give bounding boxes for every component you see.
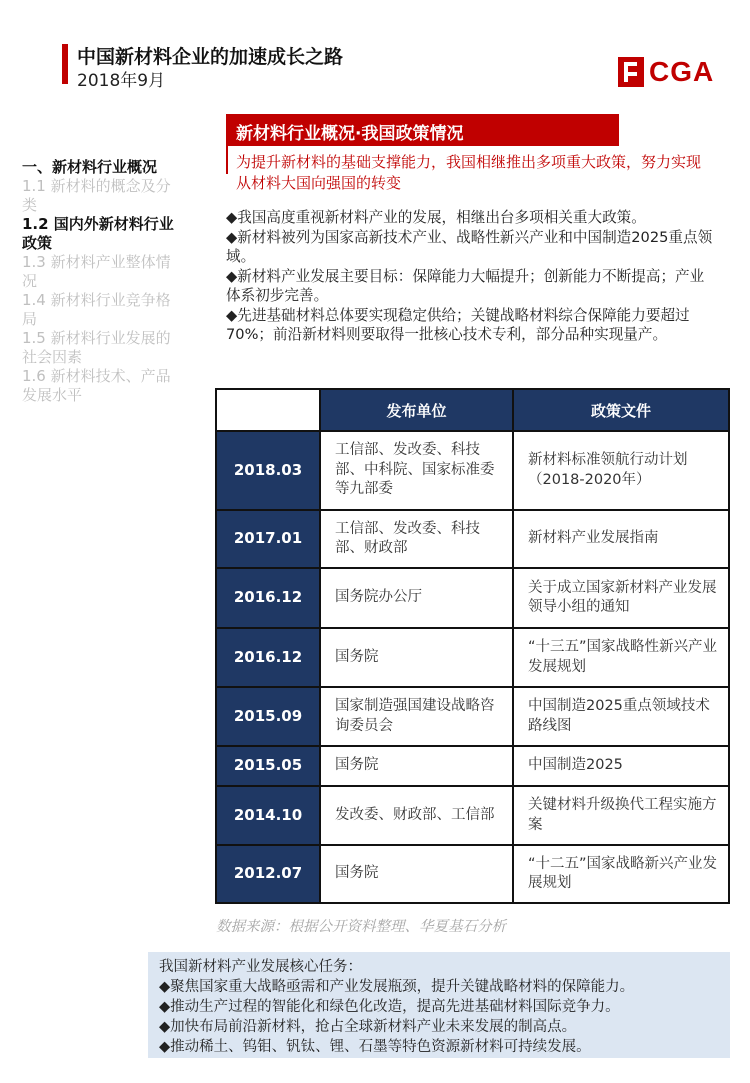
sidebar-item-industry[interactable]: 1.3 新材料产业整体情况 bbox=[22, 253, 171, 290]
row-date: 2012.07 bbox=[216, 845, 320, 903]
header-accent-bar bbox=[62, 44, 68, 84]
row-document: “十三五”国家战略性新兴产业发展规划 bbox=[513, 628, 729, 687]
page-date: 2018年9月 bbox=[77, 71, 166, 91]
table-row bbox=[216, 845, 729, 903]
bullet-item: ◆先进基础材料总体要实现稳定供给；关键战略材料综合保障能力要超过70%；前沿新材料则要取得一批核心技术专利，部分品种实现量产。 bbox=[226, 306, 690, 343]
bullet-item: ◆我国高度重视新材料产业的发展，相继出台多项相关重大政策。 bbox=[226, 209, 646, 226]
core-task-item: ◆聚焦国家重大战略亟需和产业发展瓶颈，提升关键战略材料的保障能力。 bbox=[159, 979, 635, 995]
page-title: 中国新材料企业的加速成长之路 bbox=[77, 46, 344, 68]
row-issuer: 发改委、财政部、工信部 bbox=[320, 786, 513, 845]
table-row bbox=[216, 786, 729, 845]
row-date: 2016.12 bbox=[216, 628, 320, 687]
row-date: 2015.05 bbox=[216, 746, 320, 786]
table-header-issuer: 发布单位 bbox=[320, 389, 513, 431]
policy-bullets bbox=[226, 208, 714, 345]
row-document: 中国制造2025重点领域技术路线图 bbox=[513, 687, 729, 746]
cga-logo bbox=[618, 56, 714, 88]
row-date: 2018.03 bbox=[216, 431, 320, 510]
core-tasks-title: 我国新材料产业发展核心任务： bbox=[159, 959, 362, 975]
row-issuer: 工信部、发改委、科技部、财政部 bbox=[320, 510, 513, 568]
row-document: 新材料标准领航行动计划（2018-2020年） bbox=[513, 431, 729, 510]
row-issuer: 国务院 bbox=[320, 628, 513, 687]
sidebar-item-overview[interactable]: 一、新材料行业概况 bbox=[22, 158, 158, 176]
section-subtitle: 为提升新材料的基础支撑能力，我国相继推出多项重大政策，努力实现从材料大国向强国的转变 bbox=[236, 153, 702, 192]
core-tasks-box bbox=[148, 952, 730, 1058]
row-date: 2015.09 bbox=[216, 687, 320, 746]
table-header-blank bbox=[216, 389, 320, 431]
table-row bbox=[216, 510, 729, 568]
sidebar-item-social-factors[interactable]: 1.5 新材料行业发展的社会因素 bbox=[22, 329, 171, 366]
data-source-note: 数据来源：根据公开资料整理、华夏基石分析 bbox=[216, 919, 506, 935]
row-document: 关于成立国家新材料产业发展领导小组的通知 bbox=[513, 568, 729, 628]
row-issuer: 国务院办公厅 bbox=[320, 568, 513, 628]
row-date: 2017.01 bbox=[216, 510, 320, 568]
sidebar-item-competition[interactable]: 1.4 新材料行业竞争格局 bbox=[22, 291, 171, 328]
sidebar-item-concept[interactable]: 1.1 新材料的概念及分类 bbox=[22, 177, 171, 214]
table-row bbox=[216, 431, 729, 510]
table-header-document: 政策文件 bbox=[513, 389, 729, 431]
core-task-item: ◆推动生产过程的智能化和绿色化改造，提高先进基础材料国际竞争力。 bbox=[159, 999, 620, 1015]
core-task-item: ◆加快布局前沿新材料，抢占全球新材料产业未来发展的制高点。 bbox=[159, 1019, 577, 1035]
table-row bbox=[216, 568, 729, 628]
bullet-item: ◆新材料产业发展主要目标：保障能力大幅提升；创新能力不断提高；产业体系初步完善。 bbox=[226, 267, 705, 304]
sidebar-item-policy[interactable]: 1.2 国内外新材料行业政策 bbox=[22, 215, 174, 252]
sidebar-item-tech-level[interactable]: 1.6 新材料技术、产品发展水平 bbox=[22, 367, 171, 404]
sidebar-nav bbox=[22, 158, 182, 405]
row-issuer: 国家制造强国建设战略咨询委员会 bbox=[320, 687, 513, 746]
section-accent-line bbox=[226, 146, 228, 174]
row-date: 2016.12 bbox=[216, 568, 320, 628]
row-issuer: 工信部、发改委、科技部、中科院、国家标准委等九部委 bbox=[320, 431, 513, 510]
row-document: 中国制造2025 bbox=[513, 746, 729, 786]
table-row bbox=[216, 628, 729, 687]
core-task-item: ◆推动稀土、钨钼、钒钛、锂、石墨等特色资源新材料可持续发展。 bbox=[159, 1039, 591, 1055]
table-row bbox=[216, 687, 729, 746]
policy-table bbox=[215, 388, 730, 904]
bullet-item: ◆新材料被列为国家高新技术产业、战略性新兴产业和中国制造2025重点领域。 bbox=[226, 228, 713, 265]
table-row bbox=[216, 746, 729, 786]
row-document: 新材料产业发展指南 bbox=[513, 510, 729, 568]
section-title: 新材料行业概况·我国政策情况 bbox=[226, 114, 619, 146]
row-issuer: 国务院 bbox=[320, 845, 513, 903]
row-issuer: 国务院 bbox=[320, 746, 513, 786]
row-document: 关键材料升级换代工程实施方案 bbox=[513, 786, 729, 845]
row-date: 2014.10 bbox=[216, 786, 320, 845]
cga-logo-mark-icon bbox=[618, 57, 644, 87]
row-document: “十二五”国家战略新兴产业发展规划 bbox=[513, 845, 729, 903]
logo-text: CGA bbox=[649, 56, 715, 87]
table-header-row bbox=[216, 389, 729, 431]
